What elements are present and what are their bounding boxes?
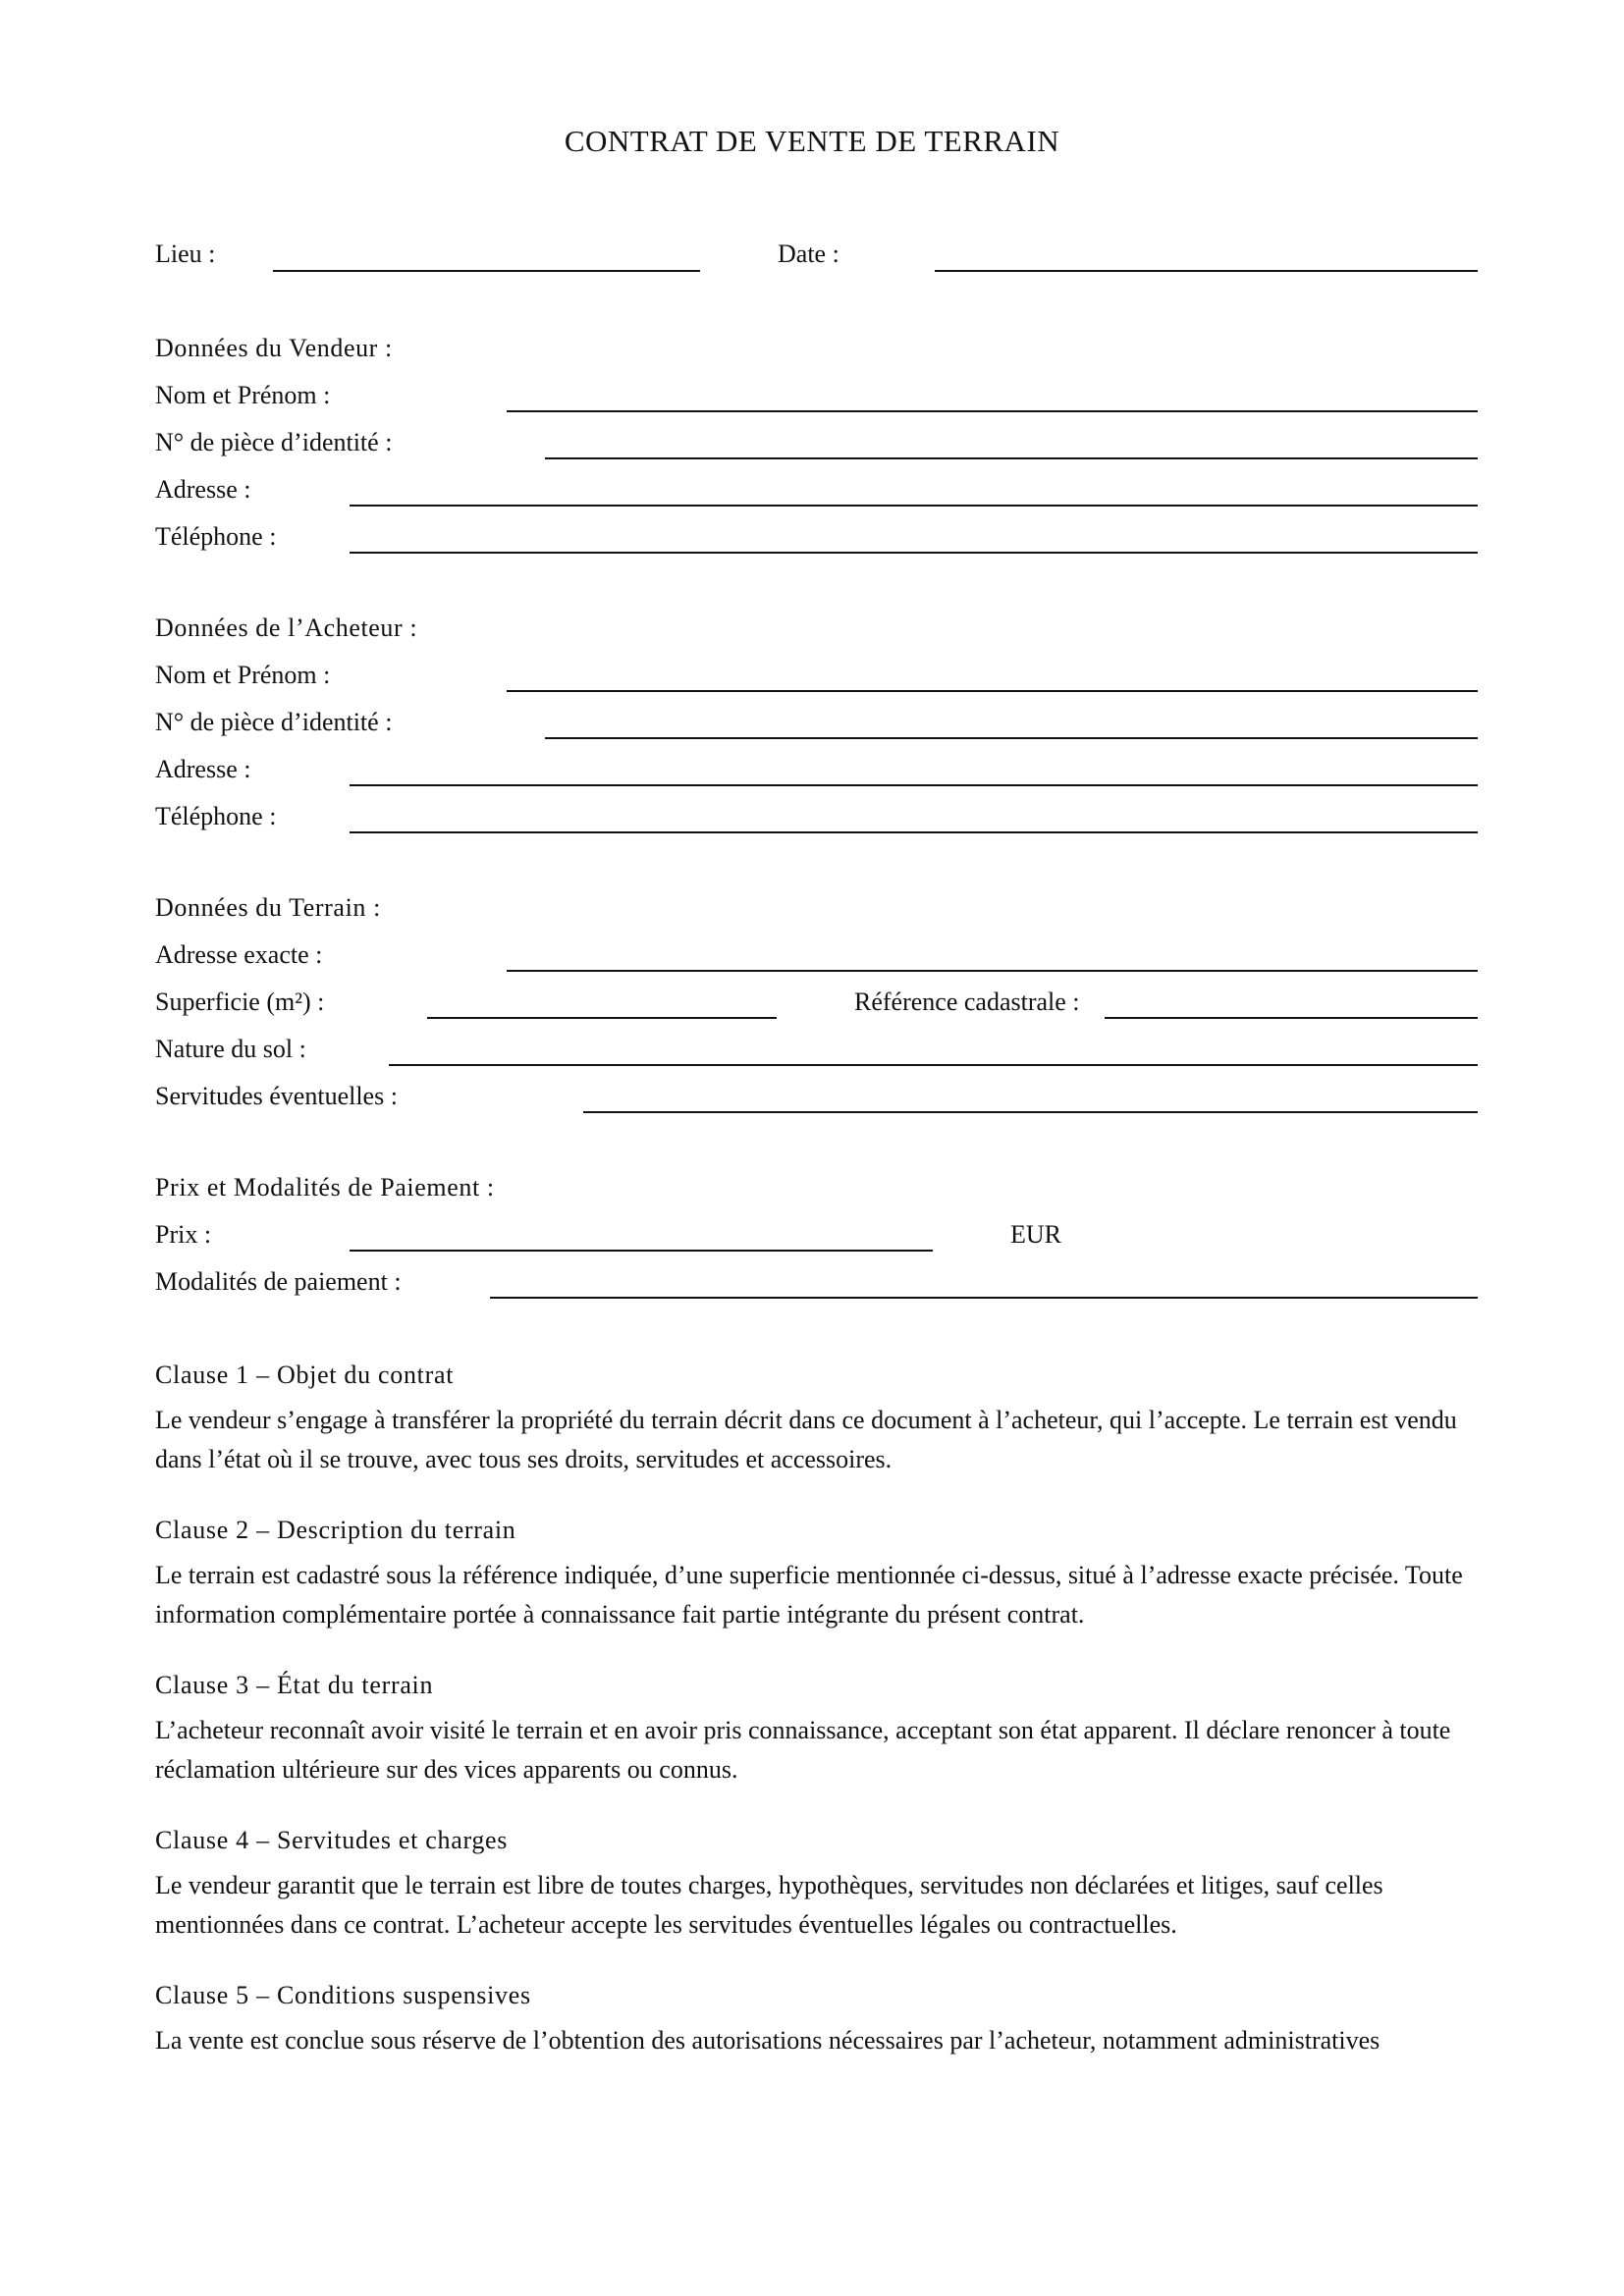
terrain-superficie-field[interactable]: [427, 1017, 777, 1019]
prix-field[interactable]: [350, 1250, 933, 1252]
terrain-servitudes-field[interactable]: [583, 1111, 1478, 1113]
terrain-servitudes-label: Servitudes éventuelles :: [155, 1082, 398, 1110]
acheteur-piece-field[interactable]: [545, 737, 1478, 739]
acheteur-nom-label: Nom et Prénom :: [155, 661, 331, 689]
vendeur-telephone-label: Téléphone :: [155, 522, 277, 551]
acheteur-piece-label: N° de pièce d’identité :: [155, 708, 393, 736]
document-title: CONTRAT DE VENTE DE TERRAIN: [564, 124, 1060, 158]
terrain-nature-field[interactable]: [389, 1064, 1478, 1066]
acheteur-nom-field[interactable]: [507, 690, 1478, 692]
acheteur-heading: Données de l’Acheteur :: [155, 614, 418, 642]
vendeur-piece-label: N° de pièce d’identité :: [155, 428, 393, 456]
acheteur-telephone-label: Téléphone :: [155, 802, 277, 830]
terrain-reference-label: Référence cadastrale :: [854, 988, 1080, 1016]
vendeur-telephone-field[interactable]: [350, 552, 1478, 554]
clause-1-title: Clause 1 – Objet du contrat: [155, 1361, 455, 1389]
clause-5-text: La vente est conclue sous réserve de l’obtention des autorisations nécessaires par l’acheteur, notamment administratives: [155, 2026, 1380, 2055]
modalites-label: Modalités de paiement :: [155, 1267, 402, 1296]
prix-label: Prix :: [155, 1220, 212, 1249]
paiement-heading: Prix et Modalités de Paiement :: [155, 1173, 495, 1201]
clause-1-text: Le vendeur s’engage à transférer la propriété du terrain décrit dans ce document à l’acheteur, qui l’accepte. Le terrain est vendu dans l’état où il se trouve, avec tous ses droits, servitudes et accessoires.: [155, 1406, 1457, 1473]
clause-5-title: Clause 5 – Conditions suspensives: [155, 1981, 531, 2009]
clause-3-text: L’acheteur reconnaît avoir visité le terrain et en avoir pris connaissance, acceptant son état apparent. Il déclare renoncer à toute réclamation ultérieure sur des vices apparents ou connus.: [155, 1716, 1451, 1784]
acheteur-adresse-field[interactable]: [350, 784, 1478, 786]
currency-label: EUR: [1010, 1220, 1061, 1249]
acheteur-adresse-label: Adresse :: [155, 755, 251, 783]
lieu-field[interactable]: [273, 270, 700, 272]
vendeur-nom-label: Nom et Prénom :: [155, 381, 331, 409]
terrain-adresse-label: Adresse exacte :: [155, 940, 323, 969]
clause-3-title: Clause 3 – État du terrain: [155, 1671, 434, 1699]
terrain-reference-field[interactable]: [1105, 1017, 1478, 1019]
terrain-nature-label: Nature du sol :: [155, 1035, 306, 1063]
date-label: Date :: [778, 240, 839, 268]
terrain-adresse-field[interactable]: [507, 970, 1478, 972]
vendeur-adresse-field[interactable]: [350, 505, 1478, 507]
clause-2-text: Le terrain est cadastré sous la référence indiquée, d’une superficie mentionnée ci-dessus, situé à l’adresse exacte précisée. Toute information complémentaire portée à connaissance fait partie intégrante du présent contrat.: [155, 1561, 1463, 1629]
vendeur-heading: Données du Vendeur :: [155, 334, 393, 362]
vendeur-piece-field[interactable]: [545, 457, 1478, 459]
date-field[interactable]: [935, 270, 1478, 272]
clause-2-title: Clause 2 – Description du terrain: [155, 1516, 516, 1544]
terrain-heading: Données du Terrain :: [155, 893, 381, 922]
acheteur-telephone-field[interactable]: [350, 831, 1478, 833]
terrain-superficie-label: Superficie (m²) :: [155, 988, 325, 1016]
vendeur-nom-field[interactable]: [507, 410, 1478, 412]
clause-4-text: Le vendeur garantit que le terrain est libre de toutes charges, hypothèques, servitudes non déclarées et litiges, sauf celles mentionnées dans ce contrat. L’acheteur accepte les servitudes éventuelles légales ou contractuelles.: [155, 1871, 1383, 1939]
modalites-field[interactable]: [490, 1297, 1478, 1299]
vendeur-adresse-label: Adresse :: [155, 475, 251, 504]
clause-4-title: Clause 4 – Servitudes et charges: [155, 1826, 509, 1854]
lieu-label: Lieu :: [155, 240, 216, 268]
